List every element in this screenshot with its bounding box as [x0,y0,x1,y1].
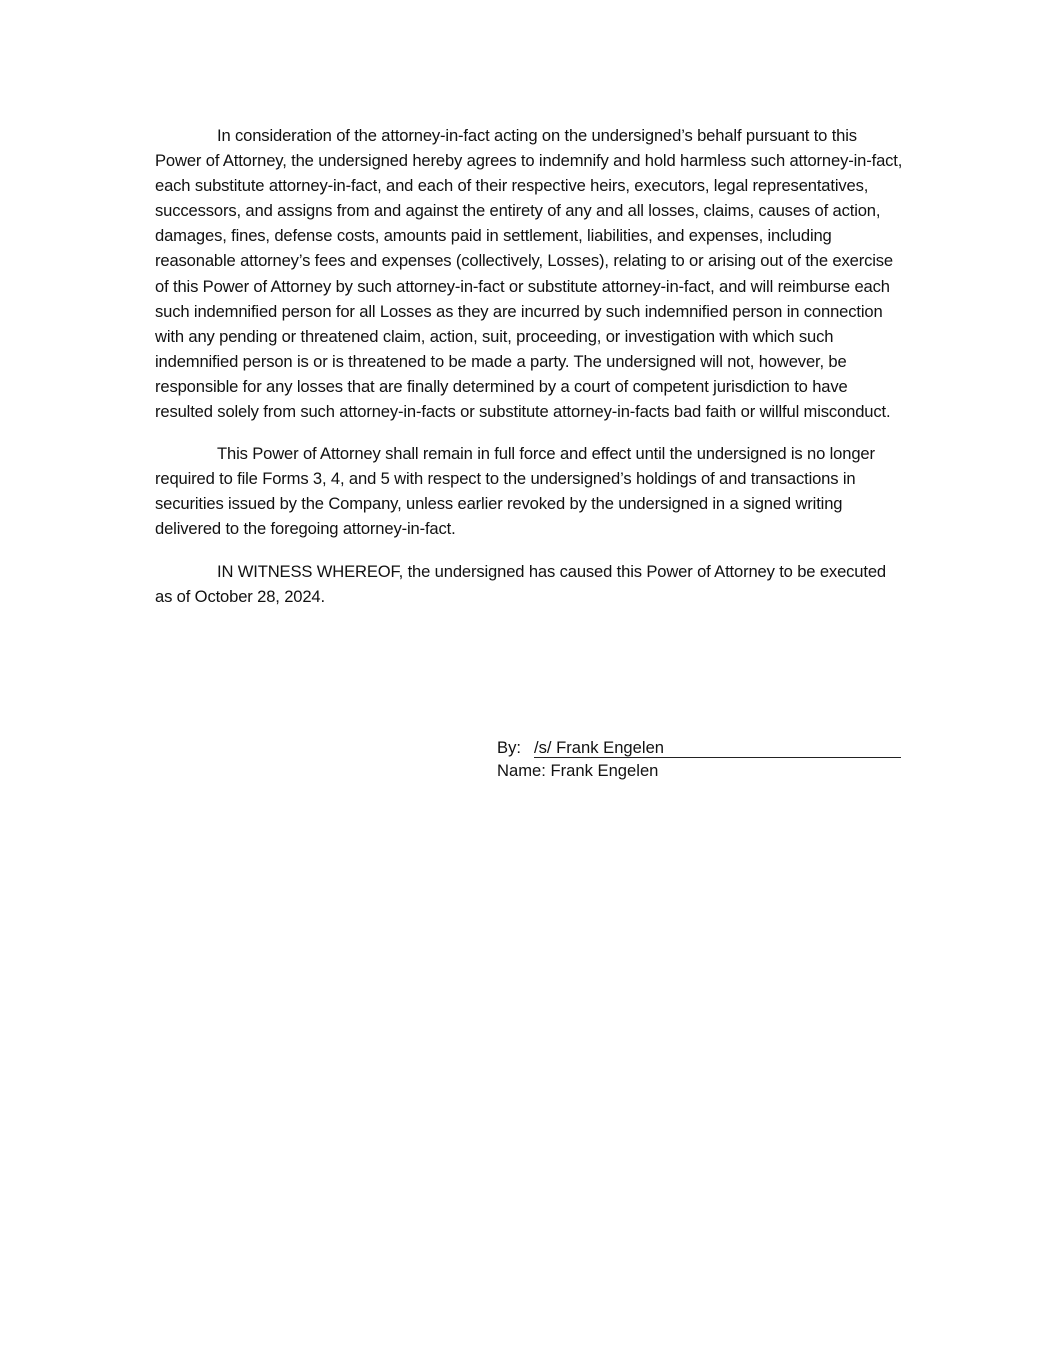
paragraph-text: In consideration of the attorney-in-fact acting on the undersigned’s behalf pursuant to this Power of Attorney, the undersigned hereby agrees to indemnify and hold harmless such attorney-in-fact, each substitute attorney-in-fact, and each of their respective heirs, executors, legal representatives, successors, and assigns from and against the entirety of any and all losses, claims, causes of action, damages, fines, defense costs, amounts paid in settlement, liabilities, and expenses, including reasonable attorney’s fees and expenses (collectively, Losses), relating to or arising out of the exercise of this Power of Attorney by such attorney-in-fact or substitute attorney-in-fact, and will reimburse each such indemnified person for all Losses as they are incurred by such indemnified person in connection with any pending or threatened claim, action, suit, proceeding, or investigation with which such indemnified person is or is threatened to be made a party. The undersigned will not, however, be responsible for any losses that are finally determined by a court of competent jurisdiction to have resulted solely from such attorney-in-facts or substitute attorney-in-facts bad faith or willful misconduct. [155,126,903,422]
signatory-name: Name: Frank Engelen [497,760,659,780]
signature-value: /s/ Frank Engelen [533,738,665,757]
signature-by-label: By: [497,738,521,757]
paragraph-text: This Power of Attorney shall remain in full force and effect until the undersigned is no longer required to file Forms 3, 4, and 5 with respect to the undersigned’s holdings of and transactions in securities issued by the Company, unless earlier revoked by the undersigned in a signed writing delivered to the foregoing attorney-in-fact. [155,444,875,539]
signature-line [534,739,901,758]
duration-paragraph [155,441,905,541]
indemnification-paragraph [155,123,905,424]
signature-block [497,737,901,782]
paragraph-text: IN WITNESS WHEREOF, the undersigned has caused this Power of Attorney to be executed as of October 28, 2024. [155,561,886,606]
witness-paragraph [155,559,905,609]
signature-row [497,737,901,760]
document-body [155,123,905,626]
